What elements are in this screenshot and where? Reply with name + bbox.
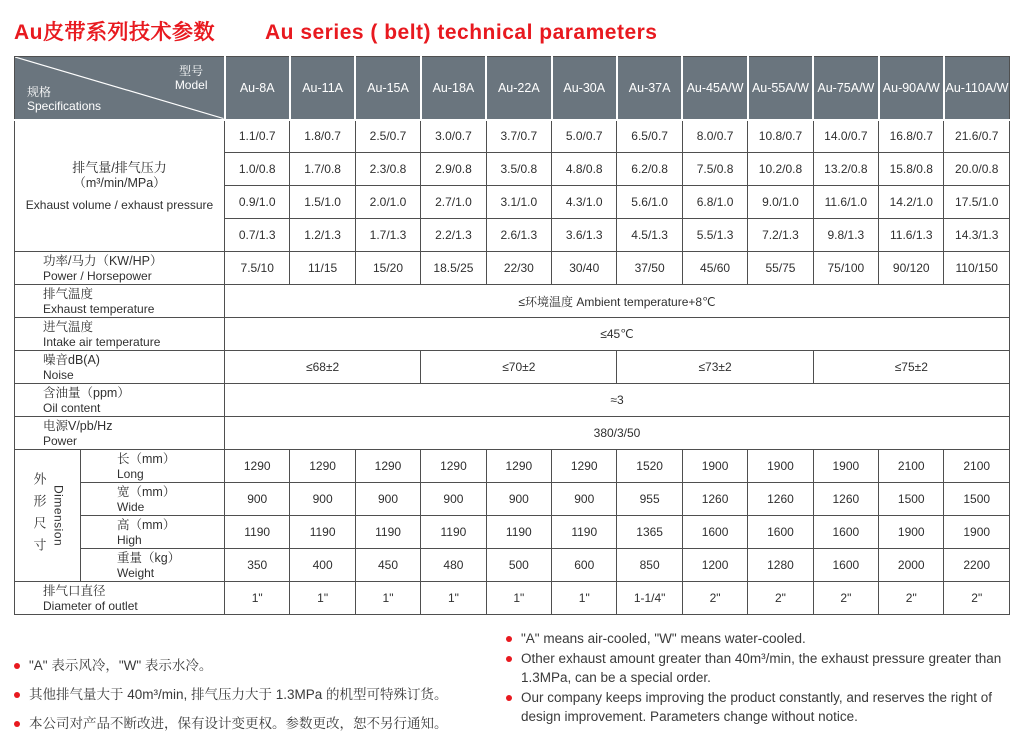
table-cell: 6.5/0.7 (617, 120, 682, 153)
table-cell: ≤70±2 (421, 351, 617, 384)
model-header-row (15, 57, 1010, 120)
table-cell: 1900 (813, 450, 878, 483)
table-cell: 13.2/0.8 (813, 153, 878, 186)
table-cell: 1190 (486, 516, 551, 549)
table-cell: 1" (486, 582, 551, 615)
noise-label-zh: 噪音dB(A) (43, 352, 100, 367)
footnotes-en (506, 629, 1011, 743)
table-cell: 1290 (355, 450, 420, 483)
table-cell: 1190 (355, 516, 420, 549)
table-cell: 400 (290, 549, 355, 582)
table-cell: Au-11A (290, 57, 355, 120)
intake-temp-row (15, 318, 1010, 351)
table-cell: 17.5/1.0 (944, 186, 1010, 219)
noise-label-en: Noise (43, 367, 74, 382)
table-cell: 2" (879, 582, 944, 615)
corner-spec-label (27, 85, 101, 113)
table-cell: 2.2/1.3 (421, 219, 486, 252)
table-cell: ≤68±2 (225, 351, 421, 384)
table-cell: 14.2/1.0 (879, 186, 944, 219)
table-cell: 1" (355, 582, 420, 615)
table-cell: Au-30A (552, 57, 617, 120)
table-cell: 1" (552, 582, 617, 615)
page-title-en: Au series ( belt) technical parameters (265, 21, 658, 44)
footnotes-zh (14, 629, 506, 743)
table-cell: 1600 (813, 516, 878, 549)
dimension-label (15, 450, 81, 582)
table-cell: 14.3/1.3 (944, 219, 1010, 252)
intake-temp-label (15, 318, 225, 351)
table-cell: 900 (486, 483, 551, 516)
bullet-icon (506, 656, 512, 662)
outlet-label (15, 582, 225, 615)
footnote-zh-2 (14, 685, 506, 705)
dim-high-label-zh: 高（mm） (117, 517, 176, 532)
table-cell: 1520 (617, 450, 682, 483)
footnote-text: Our company keeps improving the product constantly, and reserves the right of design improvement. Parameters change without notice. (521, 689, 992, 724)
table-cell: 9.0/1.0 (748, 186, 813, 219)
table-cell: 8.0/0.7 (682, 120, 747, 153)
dim-long-row (15, 450, 1010, 483)
table-cell: 3.1/1.0 (486, 186, 551, 219)
footnote-en-3 (506, 688, 1011, 727)
page-header (0, 0, 1024, 46)
table-cell: Au-110A/W (944, 57, 1010, 120)
footnote-zh-1 (14, 656, 506, 676)
table-cell: 1900 (879, 516, 944, 549)
table-cell: 0.7/1.3 (225, 219, 290, 252)
footnote-text: "A" means air-cooled, "W" means water-cooled. (521, 631, 806, 646)
table-cell: 1200 (682, 549, 747, 582)
exhaust-label-zh: 排气量/排气压力 (72, 159, 167, 175)
table-cell: Au-75A/W (813, 57, 878, 120)
table-cell: 600 (552, 549, 617, 582)
footnotes (0, 615, 1024, 743)
intake-temp-value: ≤45℃ (225, 318, 1010, 351)
corner-spec-en: Specifications (27, 98, 102, 113)
table-cell: 7.2/1.3 (748, 219, 813, 252)
table-cell: 1260 (813, 483, 878, 516)
footnote-zh-3 (14, 714, 506, 734)
table-cell: 20.0/0.8 (944, 153, 1010, 186)
outlet-label-zh: 排气口直径 (43, 583, 106, 598)
table-cell: 3.7/0.7 (486, 120, 551, 153)
oil-row (15, 384, 1010, 417)
exhaust-label-unit: （m³/min/MPa） (73, 175, 166, 190)
table-cell: 900 (552, 483, 617, 516)
table-cell: 1900 (748, 450, 813, 483)
table-cell: 900 (421, 483, 486, 516)
table-cell: 900 (225, 483, 290, 516)
outlet-row (15, 582, 1010, 615)
table-cell: 2.0/1.0 (355, 186, 420, 219)
table-cell: 2.7/1.0 (421, 186, 486, 219)
table-cell: 1.7/1.3 (355, 219, 420, 252)
intake-temp-label-en: Intake air temperature (43, 334, 161, 349)
power-row (15, 252, 1010, 285)
table-cell: 9.8/1.3 (813, 219, 878, 252)
dimension-label-en: Dimension (51, 484, 66, 547)
table-cell: 1190 (225, 516, 290, 549)
table-cell: 1.0/0.8 (225, 153, 290, 186)
table-cell: 900 (290, 483, 355, 516)
table-cell: 6.2/0.8 (617, 153, 682, 186)
dim-wide-label (81, 483, 225, 516)
footnote-en-2 (506, 649, 1011, 688)
exhaust-row-1 (15, 120, 1010, 153)
table-cell: 2100 (944, 450, 1010, 483)
power-supply-label (15, 417, 225, 450)
table-cell: 1.2/1.3 (290, 219, 355, 252)
table-cell: 11.6/1.0 (813, 186, 878, 219)
table-cell: 37/50 (617, 252, 682, 285)
table-cell: 1900 (944, 516, 1010, 549)
power-supply-label-en: Power (43, 433, 78, 448)
table-cell: ≤75±2 (813, 351, 1009, 384)
outlet-label-en: Diameter of outlet (43, 598, 138, 613)
table-cell: 2.5/0.7 (355, 120, 420, 153)
table-cell: Au-45A/W (682, 57, 747, 120)
footnote-text: Other exhaust amount greater than 40m³/min, the exhaust pressure greater than 1.3MPa, can be a special order. (521, 650, 1002, 685)
corner-model-zh: 型号 (179, 64, 204, 78)
table-cell: 11/15 (290, 252, 355, 285)
exhaust-temp-label-zh: 排气温度 (43, 286, 94, 301)
dimension-label-zh: 外形尺寸 (31, 471, 47, 560)
exhaust-temp-row (15, 285, 1010, 318)
table-cell: 5.6/1.0 (617, 186, 682, 219)
exhaust-label (15, 120, 225, 252)
table-cell: 15.8/0.8 (879, 153, 944, 186)
dim-wide-label-en: Wide (117, 499, 145, 514)
corner-spec-zh: 规格 (27, 84, 52, 99)
footnote-en-1 (506, 629, 1011, 649)
table-cell: 1600 (748, 516, 813, 549)
table-cell: 4.5/1.3 (617, 219, 682, 252)
dim-weight-row (15, 549, 1010, 582)
power-label (15, 252, 225, 285)
bullet-icon (506, 695, 512, 701)
table-cell: 4.3/1.0 (552, 186, 617, 219)
exhaust-temp-value: ≤环境温度 Ambient temperature+8℃ (225, 285, 1010, 318)
table-cell: 1.7/0.8 (290, 153, 355, 186)
table-cell: 1" (421, 582, 486, 615)
table-cell: Au-15A (355, 57, 420, 120)
table-cell: 350 (225, 549, 290, 582)
dim-high-label (81, 516, 225, 549)
table-cell: 5.5/1.3 (682, 219, 747, 252)
table-cell: 0.9/1.0 (225, 186, 290, 219)
table-cell: 1.1/0.7 (225, 120, 290, 153)
power-label-zh: 功率/马力（KW/HP） (43, 253, 163, 268)
exhaust-label-en: Exhaust volume / exhaust pressure (25, 197, 214, 212)
table-cell: 1600 (813, 549, 878, 582)
table-cell: 90/120 (879, 252, 944, 285)
dim-long-label-en: Long (117, 466, 144, 481)
table-cell: Au-90A/W (879, 57, 944, 120)
oil-label-zh: 含油量（ppm） (43, 385, 130, 400)
table-cell: Au-55A/W (748, 57, 813, 120)
table-cell: 2.3/0.8 (355, 153, 420, 186)
table-cell: 1260 (682, 483, 747, 516)
table-cell: 1.8/0.7 (290, 120, 355, 153)
table-cell: 955 (617, 483, 682, 516)
dim-weight-label (81, 549, 225, 582)
table-cell: 11.6/1.3 (879, 219, 944, 252)
table-cell: 14.0/0.7 (813, 120, 878, 153)
table-cell: 2.6/1.3 (486, 219, 551, 252)
corner-model-en: Model (174, 78, 208, 92)
parameters-table (14, 56, 1010, 615)
power-supply-label-zh: 电源V/pb/Hz (43, 418, 113, 433)
table-cell: 55/75 (748, 252, 813, 285)
table-cell: 110/150 (944, 252, 1010, 285)
table-cell: 2" (813, 582, 878, 615)
table-cell: Au-37A (617, 57, 682, 120)
table-cell: 1500 (944, 483, 1010, 516)
table-cell: 1290 (225, 450, 290, 483)
dim-long-label (81, 450, 225, 483)
table-cell: 1" (225, 582, 290, 615)
exhaust-temp-label-en: Exhaust temperature (43, 301, 155, 316)
bullet-icon (14, 692, 20, 698)
footnote-text: 本公司对产品不断改进，保有设计变更权。参数更改，恕不另行通知。 (29, 716, 448, 731)
table-cell: 2" (682, 582, 747, 615)
exhaust-temp-label (15, 285, 225, 318)
table-cell: 1290 (552, 450, 617, 483)
table-cell: 480 (421, 549, 486, 582)
table-cell: 2" (748, 582, 813, 615)
corner-model-label (175, 64, 208, 92)
table-cell: 3.0/0.7 (421, 120, 486, 153)
table-cell: 10.8/0.7 (748, 120, 813, 153)
table-cell: 10.2/0.8 (748, 153, 813, 186)
table-cell: 45/60 (682, 252, 747, 285)
table-cell: 850 (617, 549, 682, 582)
table-cell: 5.0/0.7 (552, 120, 617, 153)
table-cell: 1190 (552, 516, 617, 549)
table-cell: 1290 (421, 450, 486, 483)
table-cell: 450 (355, 549, 420, 582)
corner-cell (15, 57, 225, 120)
oil-label (15, 384, 225, 417)
table-cell: Au-18A (421, 57, 486, 120)
oil-value: ≈3 (225, 384, 1010, 417)
table-cell: 2" (944, 582, 1010, 615)
dim-wide-row (15, 483, 1010, 516)
table-cell: 6.8/1.0 (682, 186, 747, 219)
table-cell: 21.6/0.7 (944, 120, 1010, 153)
dim-long-label-zh: 长（mm） (117, 451, 176, 466)
table-cell: 2200 (944, 549, 1010, 582)
bullet-icon (14, 721, 20, 727)
table-cell: 1500 (879, 483, 944, 516)
power-supply-row (15, 417, 1010, 450)
table-cell: 22/30 (486, 252, 551, 285)
dim-weight-label-zh: 重量（kg） (117, 550, 181, 565)
table-cell: 500 (486, 549, 551, 582)
table-cell: 1260 (748, 483, 813, 516)
table-cell: 3.6/1.3 (552, 219, 617, 252)
table-cell: 1600 (682, 516, 747, 549)
bullet-icon (14, 663, 20, 669)
table-cell: 18.5/25 (421, 252, 486, 285)
oil-label-en: Oil content (43, 400, 101, 415)
table-cell: 4.8/0.8 (552, 153, 617, 186)
dim-weight-label-en: Weight (117, 565, 155, 580)
table-cell: 1290 (486, 450, 551, 483)
table-cell: Au-22A (486, 57, 551, 120)
noise-label (15, 351, 225, 384)
page-title-zh: Au皮带系列技术参数 (14, 21, 215, 44)
table-cell: 1365 (617, 516, 682, 549)
footnote-text: 其他排气量大于 40m³/min, 排气压力大于 1.3MPa 的机型可特殊订货。 (29, 687, 448, 702)
table-cell: 2000 (879, 549, 944, 582)
table-cell: 2.9/0.8 (421, 153, 486, 186)
table-cell: ≤73±2 (617, 351, 813, 384)
table-cell: 2100 (879, 450, 944, 483)
dim-high-label-en: High (117, 532, 142, 547)
table-cell: 1190 (290, 516, 355, 549)
table-cell: 900 (355, 483, 420, 516)
noise-row (15, 351, 1010, 384)
table-cell: 1190 (421, 516, 486, 549)
table-cell: 75/100 (813, 252, 878, 285)
footnote-text: "A" 表示风冷，"W" 表示水冷。 (29, 658, 213, 673)
table-cell: 30/40 (552, 252, 617, 285)
bullet-icon (506, 636, 512, 642)
intake-temp-label-zh: 进气温度 (43, 319, 94, 334)
table-cell: 1.5/1.0 (290, 186, 355, 219)
table-cell: 16.8/0.7 (879, 120, 944, 153)
dim-high-row (15, 516, 1010, 549)
table-cell: 1" (290, 582, 355, 615)
power-label-en: Power / Horsepower (43, 268, 152, 283)
table-cell: 1900 (682, 450, 747, 483)
table-cell: 3.5/0.8 (486, 153, 551, 186)
table-cell: Au-8A (225, 57, 290, 120)
dim-wide-label-zh: 宽（mm） (117, 484, 176, 499)
table-cell: 7.5/10 (225, 252, 290, 285)
table-cell: 1-1/4" (617, 582, 682, 615)
table-cell: 7.5/0.8 (682, 153, 747, 186)
table-cell: 15/20 (355, 252, 420, 285)
power-supply-value: 380/3/50 (225, 417, 1010, 450)
table-cell: 1280 (748, 549, 813, 582)
table-cell: 1290 (290, 450, 355, 483)
